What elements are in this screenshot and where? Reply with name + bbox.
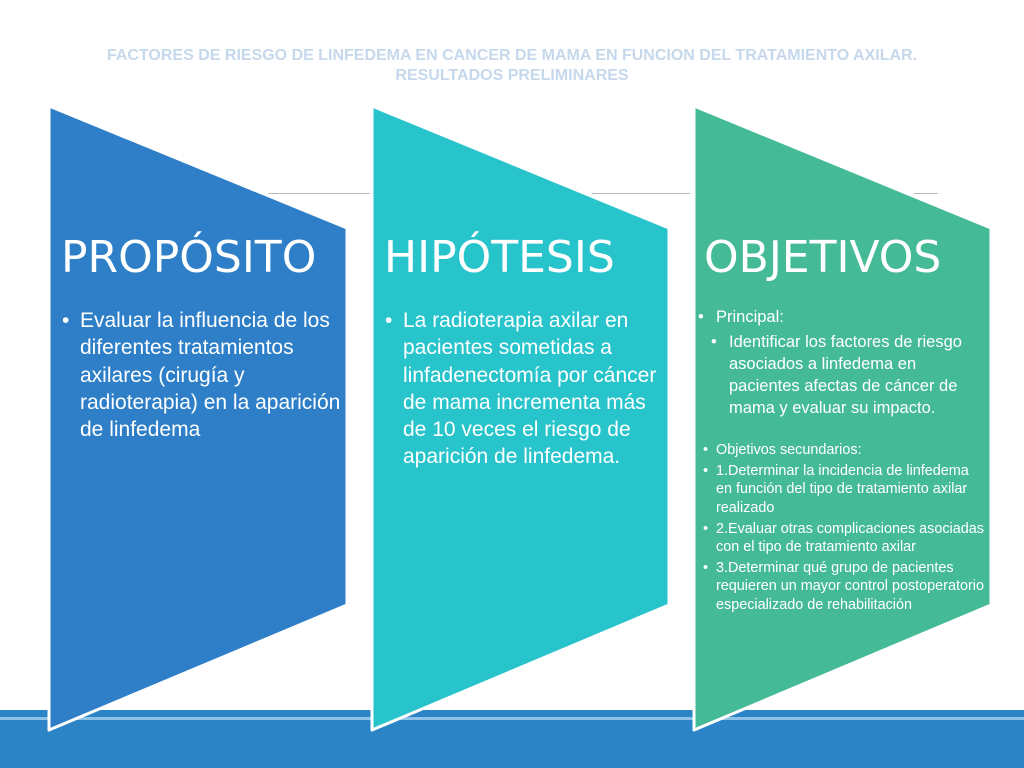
slide-title-line-2: RESULTADOS PRELIMINARES [395, 67, 629, 84]
panel-hipotesis-bullet: • La radioterapia axilar en pacientes sometidas a linfadenectomía por cáncer de mama incrementa más de 10 veces el riesgo de aparición de linfedema. [403, 307, 665, 471]
panel-hipotesis-list [403, 307, 665, 471]
objetivos-secundario-item: • 2.Evaluar otras complicaciones asociadas con el tipo de tratamiento axilar [716, 520, 984, 556]
objetivos-principal-list [716, 306, 978, 328]
slide-title-line-1: FACTORES DE RIESGO DE LINFEDEMA EN CANCER DE MAMA EN FUNCION DEL TRATAMIENTO AXILAR. [106, 47, 918, 64]
panel-proposito-bullet: • Evaluar la influencia de los diferentes tratamientos axilares (cirugía y radioterapia) en la aparición de linfedema [80, 307, 342, 443]
panel-proposito-list [80, 307, 342, 443]
objetivos-secundarios-list [716, 441, 984, 614]
objetivos-secundarios-label: • Objetivos secundarios: [716, 441, 984, 459]
objetivos-principal-label: • Principal: [716, 306, 978, 328]
panel-hipotesis-heading: HIPÓTESIS [384, 232, 615, 283]
objetivos-secundario-item: • 3.Determinar qué grupo de pacientes requieren un mayor control postoperatorio especializado de rehabilitación [716, 559, 984, 614]
objetivos-principal-sublist [729, 331, 987, 419]
panel-objetivos-heading: OBJETIVOS [704, 232, 942, 283]
objetivos-principal-item: • Identificar los factores de riesgo asociados a linfedema en pacientes afectas de cáncer de mama y evaluar su impacto. [729, 331, 987, 419]
objetivos-secundario-item: • 1.Determinar la incidencia de linfedema en función del tipo de tratamiento axilar realizado [716, 462, 984, 517]
panel-proposito-heading: PROPÓSITO [61, 232, 317, 283]
